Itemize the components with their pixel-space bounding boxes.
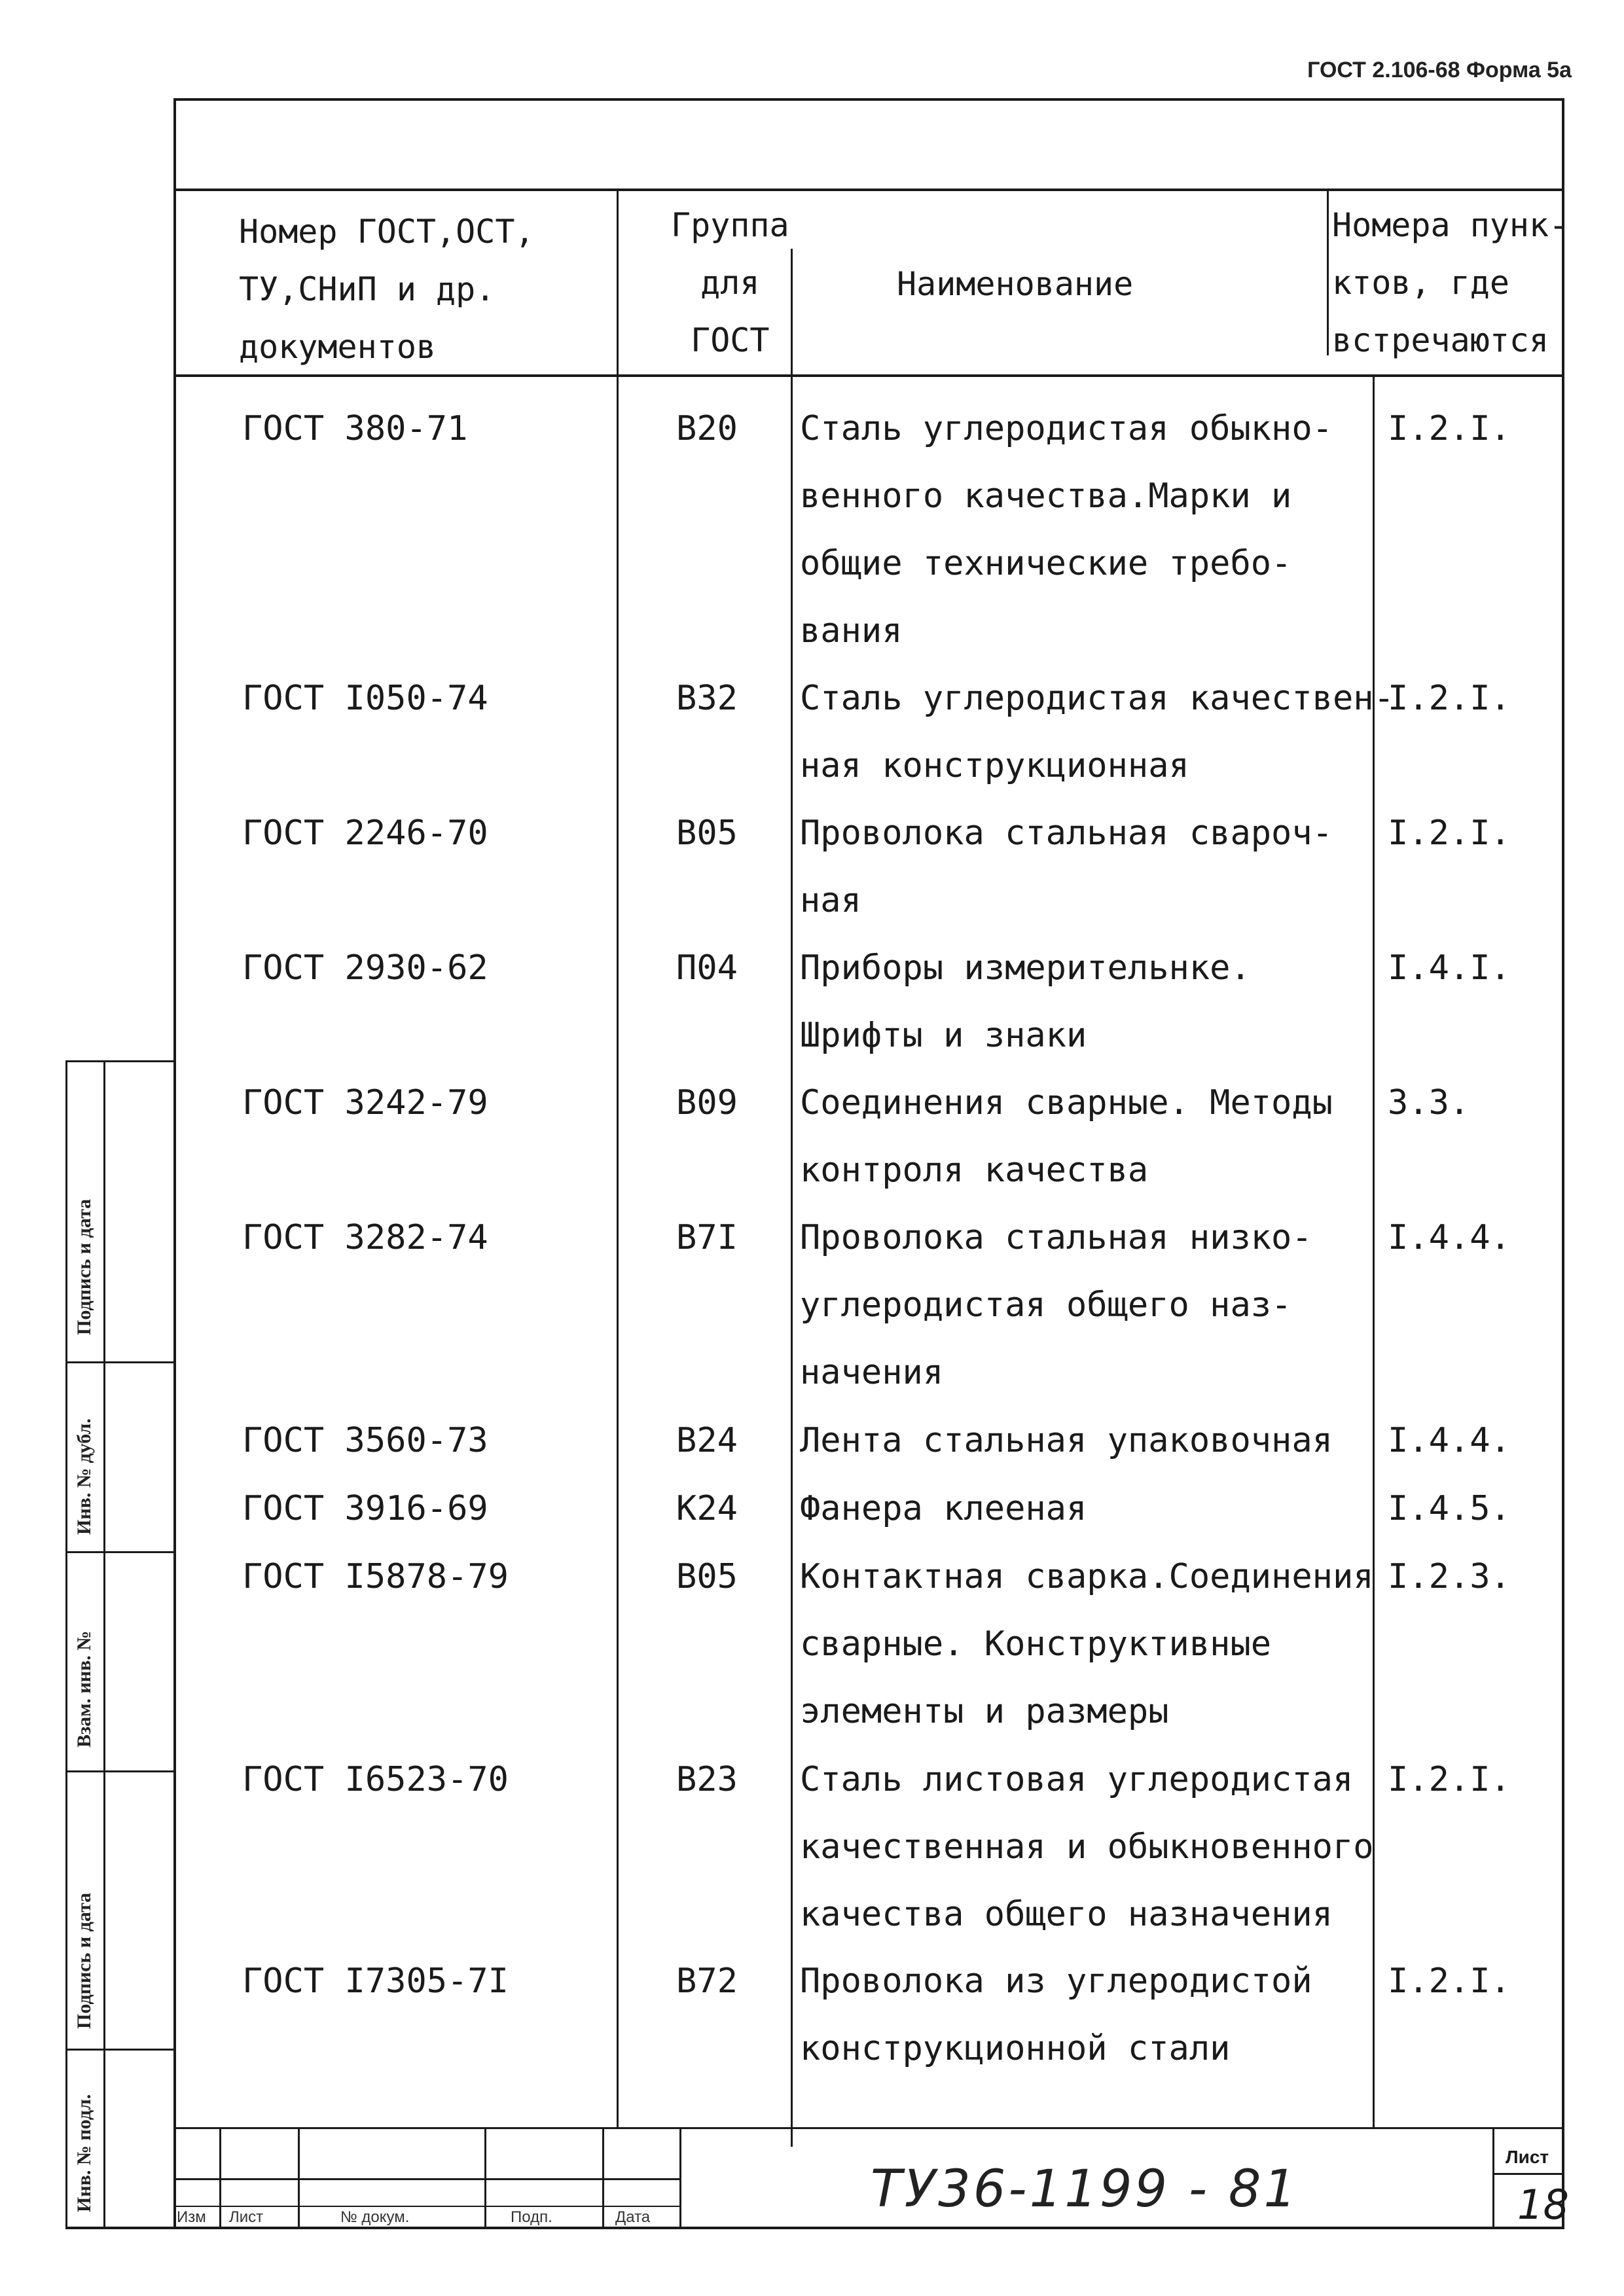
frame-bottom: [65, 2227, 1564, 2229]
form-label: ГОСТ 2.106-68 Форма 5а: [1307, 58, 1572, 82]
tb-sheet-divider: [1492, 2173, 1564, 2175]
header-group-col: Группа для ГОСТ: [671, 206, 789, 359]
col-divider-2: [791, 249, 793, 2147]
row-group: К24: [676, 1489, 738, 1528]
row-points: I.2.I.: [1388, 409, 1511, 448]
tb-col-5: [679, 2127, 681, 2229]
row-name: Проволока стальная свароч- ная: [800, 814, 1333, 920]
side-stamp-right-line: [103, 1060, 105, 2229]
row-number: ГОСТ 380-71: [242, 409, 468, 448]
row-group: В20: [676, 409, 738, 448]
col-divider-1: [617, 188, 619, 2129]
row-points: I.4.I.: [1388, 948, 1511, 988]
row-number: ГОСТ 3242-79: [242, 1083, 488, 1122]
title-block-top: [173, 2127, 1564, 2129]
row-name: Лента стальная упаковочная: [800, 1421, 1333, 1460]
row-name: Фанера клееная: [800, 1489, 1087, 1528]
row-points: I.2.I.: [1388, 679, 1511, 718]
row-name: Сталь углеродистая качествен- ная конструкционная: [800, 679, 1394, 785]
title-block-low: [173, 2206, 681, 2207]
row-group: П04: [676, 948, 738, 988]
row-number: ГОСТ 3282-74: [242, 1218, 488, 1257]
tb-col-4: [602, 2127, 604, 2229]
side-label-inv-dubl: Инв. № дубл.: [73, 1418, 95, 1535]
row-number: ГОСТ I050-74: [242, 679, 488, 718]
row-group: В72: [676, 1962, 738, 2001]
row-points: I.2.I.: [1388, 814, 1511, 853]
tb-label-date: Дата: [615, 2208, 651, 2226]
side-stamp-top: [65, 1060, 173, 1062]
sheet-label: Лист: [1506, 2147, 1549, 2167]
row-points: I.4.4.: [1388, 1421, 1511, 1460]
row-points: I.4.5.: [1388, 1489, 1511, 1528]
row-name: Сталь углеродистая обыкно- венного качества.Марки и общие технические требо- вания: [800, 409, 1333, 651]
tb-col-6: [1492, 2127, 1494, 2229]
row-name: Соединения сварные. Методы контроля качества: [800, 1083, 1333, 1190]
row-number: ГОСТ 3916-69: [242, 1489, 488, 1528]
tb-label-podp: Подп.: [511, 2208, 552, 2226]
side-stamp-div-3: [65, 1770, 173, 1772]
row-points: 3.3.: [1388, 1083, 1470, 1122]
title-block-mid: [173, 2178, 681, 2180]
row-name: Сталь листовая углеродистая качественная и обыкновенного качества общего назначения: [800, 1760, 1374, 1934]
sheet-number: 18: [1517, 2181, 1569, 2229]
side-label-signature-date-2: Подпись и дата: [73, 1892, 95, 2029]
row-group: В05: [676, 814, 738, 853]
row-group: В32: [676, 679, 738, 718]
row-group: В05: [676, 1557, 738, 1596]
frame-right: [1562, 98, 1564, 2229]
row-number: ГОСТ I7305-7I: [242, 1962, 509, 2001]
col-divider-3-header: [1327, 188, 1329, 355]
row-number: ГОСТ 3560-73: [242, 1421, 488, 1460]
side-stamp-left-line: [65, 1060, 67, 2229]
header-number-col: Номер ГОСТ,ОСТ, ТУ,СНиП и др. документов: [239, 213, 535, 366]
side-stamp-div-2: [65, 1551, 173, 1553]
header-name-col: Наименование: [897, 265, 1134, 303]
row-name: Приборы измерительнке. Шрифты и знаки: [800, 948, 1251, 1055]
row-points: I.4.4.: [1388, 1218, 1511, 1257]
tb-col-3: [484, 2127, 486, 2229]
side-stamp-div-1: [65, 1361, 173, 1363]
tb-col-1: [219, 2127, 221, 2229]
row-group: В23: [676, 1760, 738, 1799]
row-name: Контактная сварка.Соединения сварные. Конструктивные элементы и размеры: [800, 1557, 1374, 1731]
header-points-col: Номера пунк- ктов, где встречаются: [1332, 206, 1569, 359]
row-group: В7I: [676, 1218, 738, 1257]
row-number: ГОСТ I6523-70: [242, 1760, 509, 1799]
side-label-vzam-inv: Взам. инв. №: [73, 1630, 95, 1748]
row-points: I.2.3.: [1388, 1557, 1511, 1596]
side-label-inv-podl: Инв. № подл.: [73, 2094, 95, 2212]
row-number: ГОСТ I5878-79: [242, 1557, 509, 1596]
row-points: I.2.I.: [1388, 1760, 1511, 1799]
tb-col-2: [298, 2127, 300, 2229]
row-number: ГОСТ 2246-70: [242, 814, 488, 853]
row-group: В09: [676, 1083, 738, 1122]
row-name: Проволока из углеродистой конструкционной стали: [800, 1962, 1312, 2068]
tb-label-docnum: № докум.: [340, 2208, 410, 2226]
row-number: ГОСТ 2930-62: [242, 948, 488, 988]
tb-label-izm: Изм: [177, 2208, 206, 2226]
row-group: В24: [676, 1421, 738, 1460]
frame-left: [173, 98, 176, 2229]
tb-label-list: Лист: [229, 2208, 264, 2226]
row-points: I.2.I.: [1388, 1962, 1511, 2001]
header-top-line: [173, 188, 1564, 191]
row-name: Проволока стальная низко- углеродистая общего наз- начения: [800, 1218, 1312, 1392]
document-code: ТУ36-1199 - 81: [871, 2160, 1299, 2219]
side-label-signature-date-1: Подпись и дата: [73, 1198, 95, 1335]
frame-top: [173, 98, 1564, 101]
side-stamp-div-4: [65, 2049, 173, 2051]
